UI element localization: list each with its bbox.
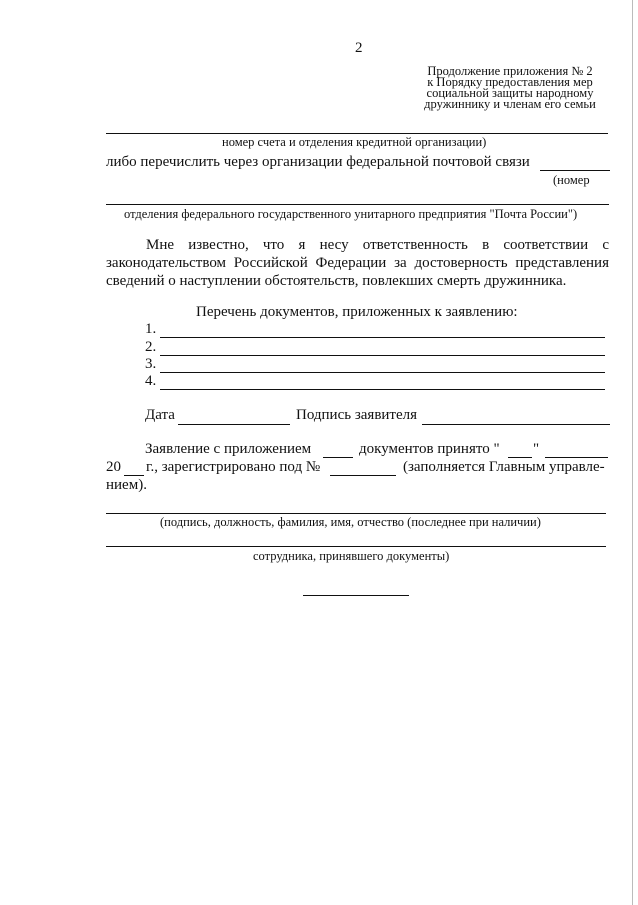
documents-list-title: Перечень документов, приложенных к заявлению: [196, 304, 518, 320]
official-caption: (подпись, должность, фамилия, имя, отчество (последнее при наличии) [160, 515, 541, 529]
header-line: социальной защиты народному [426, 86, 594, 100]
header-line: Продолжение приложения № 2 [427, 64, 593, 78]
official-caption: сотрудника, принявшего документы) [253, 549, 450, 563]
page-number: 2 [355, 40, 363, 56]
bank-account-caption: номер счета и отделения кредитной организации) [222, 135, 487, 149]
acceptance-text: " [533, 441, 540, 457]
registration-number-line [330, 475, 396, 476]
acceptance-text: г., зарегистрировано под № [146, 459, 321, 475]
documents-count-line [323, 457, 353, 458]
year-field-line [124, 475, 144, 476]
document-entry-line [160, 355, 605, 356]
acceptance-text: документов принято " [359, 441, 500, 457]
documents-list-item-number: 4. [145, 373, 157, 389]
header-line: к Порядку предоставления мер [427, 75, 593, 89]
end-separator-line [303, 595, 409, 596]
documents-list-item-number: 3. [145, 356, 157, 372]
applicant-signature-label: Подпись заявителя [296, 407, 418, 423]
header-line: дружиннику и членам его семьи [424, 97, 596, 111]
acceptance-text: Заявление с приложением [145, 441, 312, 457]
month-field-line [545, 457, 608, 458]
acceptance-text: 20 [106, 459, 121, 475]
documents-list-item-number: 1. [145, 321, 157, 337]
documents-list-item-number: 2. [145, 339, 157, 355]
postal-caption-part2: отделения федерального государственного унитарного предприятия "Почта России") [124, 207, 578, 221]
date-label: Дата [145, 407, 175, 423]
official-signature-line [106, 513, 606, 514]
postal-caption-part1: (номер [553, 173, 590, 187]
acceptance-text: (заполняется Главным управле- [403, 459, 605, 475]
document-entry-line [160, 389, 605, 390]
bank-account-field-line [106, 133, 608, 134]
official-name-line [106, 546, 606, 547]
document-entry-line [160, 337, 605, 338]
postal-office-field-line [106, 204, 609, 205]
responsibility-paragraph: Мне известно, что я несу ответственность в соответствии с законодательством Российской Федерации за достоверность представления сведений о наступлении обстоятельств, повлекших смерть дружинника. [106, 237, 609, 289]
document-entry-line [160, 372, 605, 373]
acceptance-text: нием). [106, 477, 147, 493]
postal-number-field-line [540, 170, 610, 171]
postal-transfer-text: либо перечислить через организации федеральной почтовой связи [106, 154, 530, 170]
signature-field-line [422, 424, 610, 425]
scan-edge [632, 0, 633, 905]
date-field-line [178, 424, 290, 425]
day-field-line [508, 457, 532, 458]
appendix-header [410, 66, 610, 110]
